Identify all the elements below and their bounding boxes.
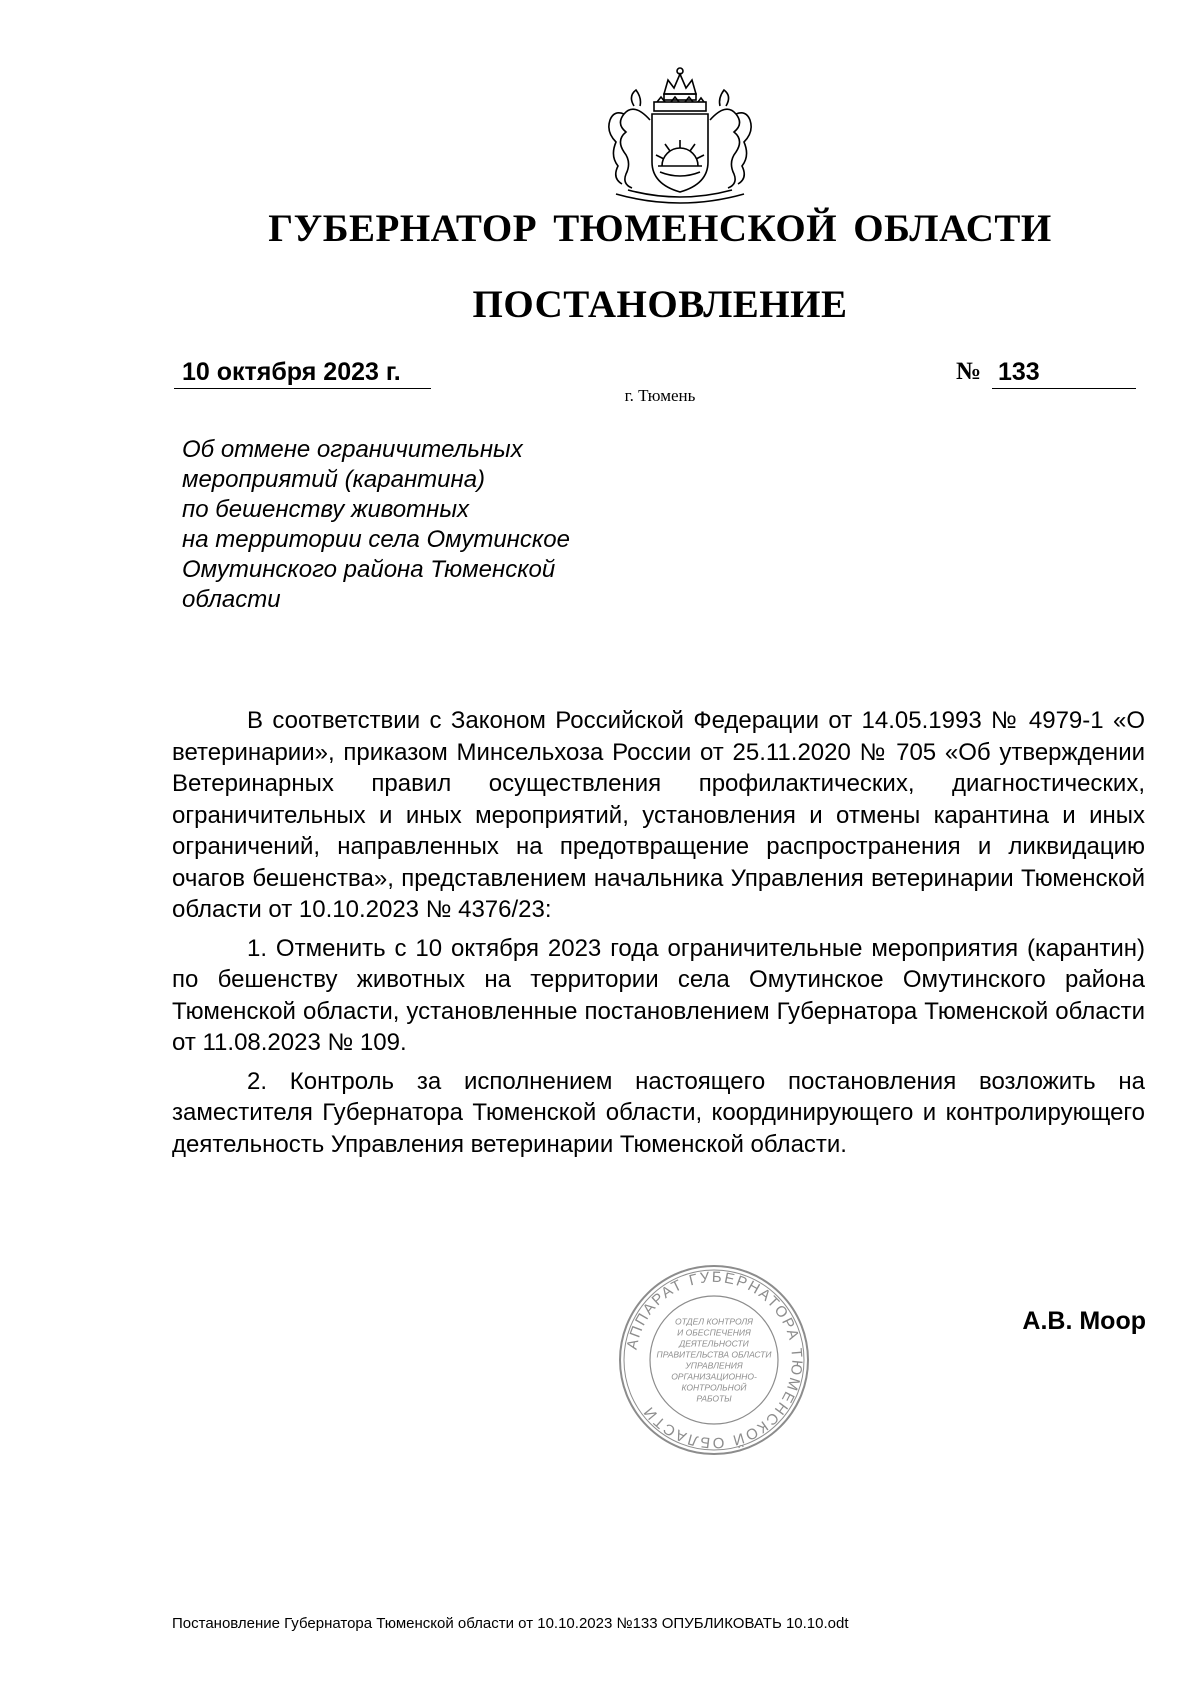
document-subject	[182, 435, 642, 615]
document-body	[172, 705, 1145, 1167]
svg-text:ОТДЕЛ КОНТРОЛЯ: ОТДЕЛ КОНТРОЛЯ	[675, 1316, 753, 1327]
clause-1-paragraph: 1. Отменить с 10 октября 2023 года ограничительные мероприятия (карантин) по бешенству животных на территории села Омутинское Омутинского района Тюменской области, установленные постановлением Губернатора Тюменской области от 11.08.2023 № 109.	[172, 934, 1145, 1056]
clause-2-paragraph: 2. Контроль за исполнением настоящего постановления возложить на заместителя Губернатора Тюменской области, координирующего и контролирующего деятельность Управления ветеринарии Тюменской области.	[172, 1067, 1145, 1158]
official-stamp	[616, 1262, 812, 1458]
subject-line: области	[182, 586, 281, 613]
subject-line: на территории села Омутинское	[182, 526, 570, 553]
city: г. Тюмень	[624, 386, 696, 405]
svg-text:КОНТРОЛЬНОЙ: КОНТРОЛЬНОЙ	[681, 1382, 747, 1393]
subject-line: Об отмене ограничительных	[182, 436, 523, 463]
signer-name: А.В. Моор	[1022, 1307, 1146, 1335]
subject-line: мероприятий (карантина)	[182, 466, 486, 493]
subject-line: Омутинского района Тюменской	[182, 556, 556, 583]
svg-text:ОРГАНИЗАЦИОННО-: ОРГАНИЗАЦИОННО-	[671, 1371, 757, 1382]
subject-line: по бешенству животных	[182, 496, 470, 523]
svg-text:ПРАВИТЕЛЬСТВА ОБЛАСТИ: ПРАВИТЕЛЬСТВА ОБЛАСТИ	[656, 1349, 772, 1360]
footer-filename: Постановление Губернатора Тюменской области от 10.10.2023 №133 ОПУБЛИКОВАТЬ 10.10.odt	[172, 1615, 849, 1632]
document-date: 10 октября 2023 г.	[174, 355, 431, 389]
document-type-title: ПОСТАНОВЛЕНИЕ	[472, 283, 848, 326]
document-number: 133	[992, 355, 1136, 389]
number-label: №	[956, 358, 982, 385]
svg-text:АППАРАТ ГУБЕРНАТОРА ТЮМЕНСКОЙ: АППАРАТ ГУБЕРНАТОРА ТЮМЕНСКОЙ ОБЛАСТИ	[623, 1268, 806, 1452]
svg-text:ДЕЯТЕЛЬНОСТИ: ДЕЯТЕЛЬНОСТИ	[679, 1338, 749, 1349]
svg-text:И ОБЕСПЕЧЕНИЯ: И ОБЕСПЕЧЕНИЯ	[677, 1327, 751, 1338]
authority-title: ГУБЕРНАТОР ТЮМЕНСКОЙ ОБЛАСТИ	[268, 207, 1052, 250]
svg-text:РАБОТЫ: РАБОТЫ	[696, 1393, 732, 1404]
coat-of-arms-emblem	[594, 62, 766, 212]
preamble-paragraph: В соответствии с Законом Российской Федерации от 14.05.1993 № 4979-1 «О ветеринарии», приказом Минсельхоза России от 25.11.2020 № 705 «Об утверждении Ветеринарных правил осуществления профилактических, диагностических, ограничительных и иных мероприятий, установления и отмены карантина и иных ограничений, направленных на предотвращение распространения и ликвидацию очагов бешенства», представлением начальника Управления ветеринарии Тюменской области от 10.10.2023 № 4376/23:	[172, 707, 1145, 923]
svg-text:УПРАВЛЕНИЯ: УПРАВЛЕНИЯ	[685, 1360, 743, 1371]
